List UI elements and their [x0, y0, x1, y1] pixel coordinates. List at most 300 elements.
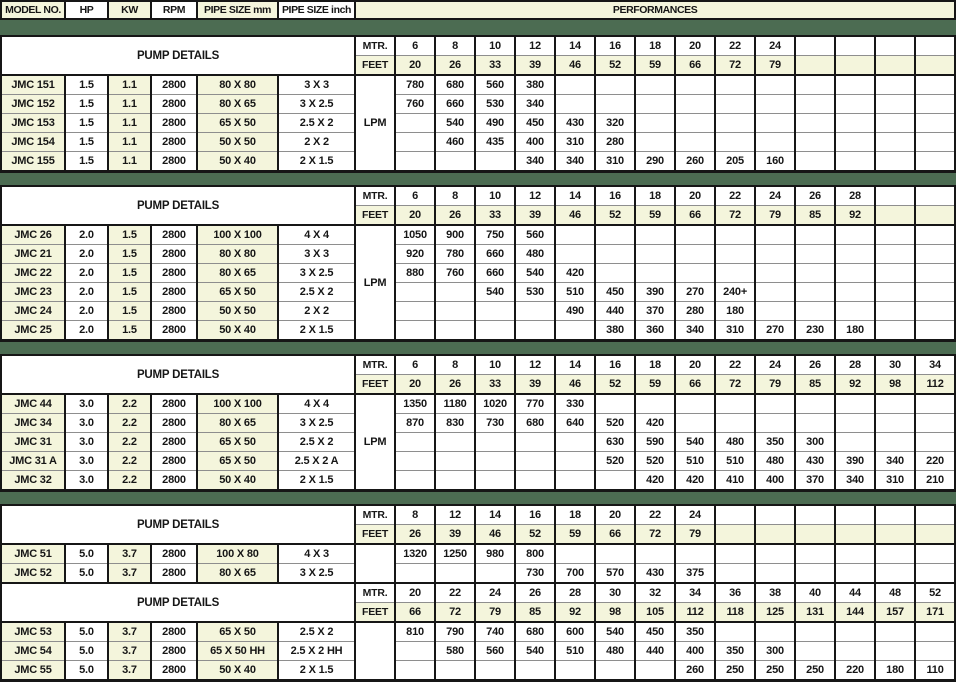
lpm-value-cell: 540: [435, 114, 475, 133]
lpm-value-cell: 750: [475, 225, 515, 245]
head-mtr-cell: 14: [555, 186, 595, 206]
pipe-inch-cell: 3 X 3: [278, 75, 355, 95]
head-feet-cell: 79: [755, 375, 795, 395]
head-feet-cell: 92: [835, 206, 875, 226]
lpm-value-cell: [715, 414, 755, 433]
lpm-value-cell: [675, 245, 715, 264]
pipe-mm-cell: 100 X 100: [197, 394, 278, 414]
head-mtr-cell: 8: [435, 186, 475, 206]
lpm-value-cell: 300: [755, 642, 795, 661]
head-feet-cell: 26: [435, 206, 475, 226]
lpm-value-cell: 400: [515, 133, 555, 152]
lpm-value-cell: 740: [475, 622, 515, 642]
rpm-cell: 2800: [151, 283, 197, 302]
head-feet-cell: 66: [675, 375, 715, 395]
head-mtr-cell: 22: [435, 583, 475, 603]
head-mtr-cell: 20: [595, 505, 635, 525]
head-feet-cell: [915, 56, 955, 76]
lpm-value-cell: [395, 433, 435, 452]
lpm-value-cell: [715, 264, 755, 283]
lpm-value-cell: [915, 622, 955, 642]
pipe-inch-cell: 2 X 1.5: [278, 661, 355, 681]
lpm-value-cell: 290: [635, 152, 675, 172]
head-mtr-cell: 16: [595, 36, 635, 56]
lpm-value-cell: [395, 133, 435, 152]
lpm-value-cell: [475, 152, 515, 172]
model-cell: JMC 154: [1, 133, 65, 152]
feet-label: FEET: [355, 375, 395, 395]
model-cell: JMC 23: [1, 283, 65, 302]
pipe-mm-cell: 65 X 50 HH: [197, 642, 278, 661]
lpm-value-cell: 510: [675, 452, 715, 471]
head-feet-cell: [835, 56, 875, 76]
kw-cell: 1.5: [108, 283, 151, 302]
model-cell: JMC 153: [1, 114, 65, 133]
lpm-value-cell: [835, 544, 875, 564]
head-mtr-cell: 16: [595, 355, 635, 375]
lpm-value-cell: 460: [435, 133, 475, 152]
head-mtr-cell: 14: [555, 36, 595, 56]
kw-cell: 3.7: [108, 642, 151, 661]
col-header-rpm: RPM: [151, 1, 197, 19]
lpm-value-cell: 790: [435, 622, 475, 642]
lpm-value-cell: [755, 414, 795, 433]
col-header-model-no: MODEL NO.: [1, 1, 65, 19]
lpm-value-cell: [435, 302, 475, 321]
head-feet-cell: [875, 525, 915, 545]
lpm-value-cell: [635, 95, 675, 114]
lpm-value-cell: [875, 114, 915, 133]
lpm-value-cell: [875, 225, 915, 245]
lpm-value-cell: 480: [715, 433, 755, 452]
head-mtr-cell: 16: [515, 505, 555, 525]
pipe-inch-cell: 2.5 X 2: [278, 622, 355, 642]
head-feet-cell: 79: [755, 206, 795, 226]
pipe-inch-cell: 4 X 4: [278, 394, 355, 414]
head-feet-cell: 157: [875, 603, 915, 623]
lpm-value-cell: 260: [675, 152, 715, 172]
lpm-value-cell: [875, 264, 915, 283]
head-mtr-cell: [915, 36, 955, 56]
lpm-value-cell: [635, 114, 675, 133]
pipe-mm-cell: 50 X 50: [197, 302, 278, 321]
rpm-cell: 2800: [151, 661, 197, 681]
lpm-value-cell: [635, 544, 675, 564]
head-feet-cell: 33: [475, 206, 515, 226]
lpm-value-cell: [595, 264, 635, 283]
lpm-value-cell: 420: [675, 471, 715, 491]
head-feet-cell: 98: [875, 375, 915, 395]
lpm-value-cell: [595, 471, 635, 491]
lpm-value-cell: 570: [595, 564, 635, 584]
lpm-value-cell: [835, 264, 875, 283]
pipe-mm-cell: 65 X 50: [197, 114, 278, 133]
pipe-mm-cell: 100 X 100: [197, 225, 278, 245]
lpm-value-cell: [915, 544, 955, 564]
lpm-value-cell: 250: [715, 661, 755, 681]
lpm-value-cell: 530: [515, 283, 555, 302]
lpm-value-cell: 390: [835, 452, 875, 471]
model-cell: JMC 55: [1, 661, 65, 681]
lpm-value-cell: [755, 302, 795, 321]
head-mtr-cell: 12: [515, 36, 555, 56]
head-mtr-cell: 28: [555, 583, 595, 603]
hp-cell: 2.0: [65, 283, 108, 302]
lpm-value-cell: 430: [555, 114, 595, 133]
head-feet-cell: 39: [515, 206, 555, 226]
lpm-value-cell: [755, 283, 795, 302]
lpm-value-cell: [795, 245, 835, 264]
head-mtr-cell: 24: [475, 583, 515, 603]
model-cell: JMC 32: [1, 471, 65, 491]
lpm-value-cell: 270: [675, 283, 715, 302]
head-mtr-cell: [875, 186, 915, 206]
lpm-value-cell: [395, 661, 435, 681]
head-feet-cell: 92: [835, 375, 875, 395]
pipe-mm-cell: 65 X 50: [197, 433, 278, 452]
lpm-value-cell: [755, 544, 795, 564]
lpm-value-cell: [835, 114, 875, 133]
head-feet-cell: 92: [555, 603, 595, 623]
kw-cell: 1.1: [108, 75, 151, 95]
head-feet-cell: 52: [595, 375, 635, 395]
lpm-value-cell: [555, 433, 595, 452]
lpm-value-cell: [875, 394, 915, 414]
lpm-value-cell: [755, 245, 795, 264]
lpm-value-cell: [555, 471, 595, 491]
lpm-value-cell: 280: [595, 133, 635, 152]
lpm-value-cell: [835, 564, 875, 584]
head-feet-cell: [915, 206, 955, 226]
hp-cell: 2.0: [65, 321, 108, 341]
lpm-value-cell: [915, 564, 955, 584]
lpm-value-cell: [755, 114, 795, 133]
head-feet-cell: 85: [795, 375, 835, 395]
lpm-value-cell: [755, 394, 795, 414]
head-feet-cell: 26: [435, 375, 475, 395]
lpm-value-cell: 430: [795, 452, 835, 471]
pump-details-header: PUMP DETAILS: [1, 186, 355, 225]
lpm-value-cell: [475, 321, 515, 341]
lpm-value-cell: [795, 264, 835, 283]
hp-cell: 1.5: [65, 133, 108, 152]
lpm-value-cell: [835, 302, 875, 321]
lpm-value-cell: [435, 471, 475, 491]
flow-unit-cell: LPM: [355, 225, 395, 341]
lpm-value-cell: [875, 564, 915, 584]
head-mtr-cell: 28: [835, 355, 875, 375]
lpm-value-cell: [915, 95, 955, 114]
lpm-value-cell: 760: [435, 264, 475, 283]
head-feet-cell: 125: [755, 603, 795, 623]
head-feet-cell: 20: [395, 206, 435, 226]
head-feet-cell: 46: [555, 375, 595, 395]
hp-cell: 3.0: [65, 394, 108, 414]
lpm-value-cell: [715, 133, 755, 152]
lpm-value-cell: [915, 302, 955, 321]
lpm-value-cell: 330: [555, 394, 595, 414]
lpm-value-cell: [595, 95, 635, 114]
lpm-value-cell: 540: [475, 283, 515, 302]
hp-cell: 5.0: [65, 642, 108, 661]
head-mtr-cell: 38: [755, 583, 795, 603]
lpm-value-cell: 440: [635, 642, 675, 661]
lpm-value-cell: 320: [595, 114, 635, 133]
lpm-value-cell: [555, 95, 595, 114]
hp-cell: 5.0: [65, 544, 108, 564]
lpm-value-cell: [795, 622, 835, 642]
lpm-value-cell: 340: [875, 452, 915, 471]
head-feet-cell: 52: [515, 525, 555, 545]
kw-cell: 3.7: [108, 564, 151, 584]
rpm-cell: 2800: [151, 394, 197, 414]
performance-sections: [0, 35, 956, 682]
rpm-cell: 2800: [151, 564, 197, 584]
kw-cell: 1.1: [108, 133, 151, 152]
head-feet-cell: 72: [635, 525, 675, 545]
lpm-value-cell: 360: [635, 321, 675, 341]
hp-cell: 5.0: [65, 622, 108, 642]
pipe-inch-cell: 3 X 3: [278, 245, 355, 264]
model-cell: JMC 26: [1, 225, 65, 245]
lpm-value-cell: 310: [595, 152, 635, 172]
head-mtr-cell: 34: [915, 355, 955, 375]
head-feet-cell: 66: [395, 603, 435, 623]
lpm-value-cell: 870: [395, 414, 435, 433]
head-mtr-cell: 34: [675, 583, 715, 603]
head-mtr-cell: [795, 505, 835, 525]
model-cell: JMC 54: [1, 642, 65, 661]
pipe-inch-cell: 2.5 X 2: [278, 283, 355, 302]
lpm-value-cell: 280: [675, 302, 715, 321]
rpm-cell: 2800: [151, 95, 197, 114]
lpm-value-cell: [915, 321, 955, 341]
model-cell: JMC 52: [1, 564, 65, 584]
lpm-value-cell: [675, 114, 715, 133]
lpm-value-cell: [395, 642, 435, 661]
lpm-value-cell: [555, 661, 595, 681]
model-cell: JMC 44: [1, 394, 65, 414]
lpm-value-cell: [755, 264, 795, 283]
lpm-value-cell: [555, 544, 595, 564]
lpm-value-cell: [875, 95, 915, 114]
rpm-cell: 2800: [151, 114, 197, 133]
rpm-cell: 2800: [151, 245, 197, 264]
head-feet-cell: 105: [635, 603, 675, 623]
head-mtr-cell: 10: [475, 355, 515, 375]
lpm-value-cell: 440: [595, 302, 635, 321]
head-mtr-cell: 18: [555, 505, 595, 525]
lpm-value-cell: 660: [435, 95, 475, 114]
rpm-cell: 2800: [151, 622, 197, 642]
lpm-value-cell: [435, 661, 475, 681]
lpm-value-cell: 340: [515, 95, 555, 114]
lpm-value-cell: [835, 225, 875, 245]
lpm-value-cell: 540: [515, 642, 555, 661]
lpm-value-cell: [755, 75, 795, 95]
pipe-mm-cell: 80 X 80: [197, 75, 278, 95]
head-mtr-cell: [915, 186, 955, 206]
pipe-inch-cell: 2.5 X 2 HH: [278, 642, 355, 661]
head-feet-cell: [915, 525, 955, 545]
head-mtr-cell: 14: [555, 355, 595, 375]
lpm-value-cell: [675, 414, 715, 433]
lpm-value-cell: [475, 433, 515, 452]
lpm-value-cell: [395, 302, 435, 321]
lpm-value-cell: 520: [595, 414, 635, 433]
rpm-cell: 2800: [151, 433, 197, 452]
head-feet-cell: 46: [555, 206, 595, 226]
lpm-value-cell: [715, 114, 755, 133]
lpm-value-cell: [635, 245, 675, 264]
lpm-value-cell: 590: [635, 433, 675, 452]
head-feet-cell: 33: [475, 375, 515, 395]
head-feet-cell: 79: [755, 56, 795, 76]
head-feet-cell: 20: [395, 56, 435, 76]
performance-table-4: [0, 504, 956, 682]
lpm-value-cell: [595, 225, 635, 245]
head-mtr-cell: 10: [475, 186, 515, 206]
rpm-cell: 2800: [151, 225, 197, 245]
lpm-value-cell: [435, 452, 475, 471]
pipe-mm-cell: 50 X 40: [197, 321, 278, 341]
head-feet-cell: 33: [475, 56, 515, 76]
lpm-value-cell: 350: [715, 642, 755, 661]
pipe-inch-cell: 3 X 2.5: [278, 95, 355, 114]
hp-cell: 2.0: [65, 225, 108, 245]
kw-cell: 1.5: [108, 264, 151, 283]
head-feet-cell: 52: [595, 56, 635, 76]
lpm-value-cell: [795, 133, 835, 152]
lpm-value-cell: [715, 564, 755, 584]
lpm-value-cell: 680: [515, 414, 555, 433]
lpm-value-cell: [635, 133, 675, 152]
lpm-value-cell: [915, 245, 955, 264]
head-mtr-cell: [795, 36, 835, 56]
lpm-value-cell: [915, 433, 955, 452]
lpm-value-cell: 310: [715, 321, 755, 341]
pipe-inch-cell: 3 X 2.5: [278, 264, 355, 283]
lpm-value-cell: 920: [395, 245, 435, 264]
lpm-value-cell: 380: [595, 321, 635, 341]
lpm-value-cell: 540: [675, 433, 715, 452]
head-feet-cell: 72: [435, 603, 475, 623]
hp-cell: 1.5: [65, 114, 108, 133]
head-mtr-cell: 14: [475, 505, 515, 525]
lpm-value-cell: 780: [395, 75, 435, 95]
feet-label: FEET: [355, 525, 395, 545]
lpm-value-cell: [675, 394, 715, 414]
hp-cell: 1.5: [65, 152, 108, 172]
lpm-value-cell: [555, 75, 595, 95]
lpm-value-cell: 340: [835, 471, 875, 491]
pipe-inch-cell: 2 X 1.5: [278, 152, 355, 172]
lpm-value-cell: [875, 622, 915, 642]
lpm-value-cell: 310: [555, 133, 595, 152]
head-feet-cell: 39: [515, 56, 555, 76]
lpm-value-cell: [675, 133, 715, 152]
kw-cell: 3.7: [108, 544, 151, 564]
lpm-value-cell: [835, 394, 875, 414]
lpm-value-cell: 700: [555, 564, 595, 584]
lpm-value-cell: [915, 642, 955, 661]
rpm-cell: 2800: [151, 321, 197, 341]
lpm-value-cell: 205: [715, 152, 755, 172]
lpm-value-cell: 480: [755, 452, 795, 471]
lpm-value-cell: 435: [475, 133, 515, 152]
head-mtr-cell: 44: [835, 583, 875, 603]
hp-cell: 3.0: [65, 452, 108, 471]
hp-cell: 1.5: [65, 75, 108, 95]
lpm-value-cell: [595, 245, 635, 264]
flow-unit-cell: [355, 544, 395, 583]
lpm-value-cell: 270: [755, 321, 795, 341]
lpm-value-cell: [555, 321, 595, 341]
pipe-inch-cell: 2.5 X 2 A: [278, 452, 355, 471]
rpm-cell: 2800: [151, 264, 197, 283]
head-feet-cell: [795, 525, 835, 545]
lpm-value-cell: 980: [475, 544, 515, 564]
lpm-value-cell: 310: [875, 471, 915, 491]
lpm-value-cell: 480: [515, 245, 555, 264]
lpm-value-cell: [675, 264, 715, 283]
lpm-value-cell: [715, 622, 755, 642]
lpm-value-cell: [475, 302, 515, 321]
lpm-value-cell: [915, 225, 955, 245]
head-feet-cell: 72: [715, 375, 755, 395]
lpm-value-cell: [795, 302, 835, 321]
lpm-value-cell: 1020: [475, 394, 515, 414]
lpm-value-cell: [835, 622, 875, 642]
lpm-value-cell: [595, 544, 635, 564]
lpm-value-cell: [915, 394, 955, 414]
rpm-cell: 2800: [151, 544, 197, 564]
pipe-inch-cell: 2.5 X 2: [278, 433, 355, 452]
head-mtr-cell: 22: [635, 505, 675, 525]
pipe-mm-cell: 50 X 40: [197, 661, 278, 681]
model-cell: JMC 51: [1, 544, 65, 564]
lpm-value-cell: [515, 321, 555, 341]
lpm-value-cell: 900: [435, 225, 475, 245]
lpm-value-cell: 630: [595, 433, 635, 452]
mtr-label: MTR.: [355, 583, 395, 603]
rpm-cell: 2800: [151, 75, 197, 95]
lpm-value-cell: [635, 661, 675, 681]
lpm-value-cell: [475, 452, 515, 471]
kw-cell: 1.5: [108, 321, 151, 341]
flow-unit-cell: [355, 622, 395, 681]
head-mtr-cell: [875, 36, 915, 56]
head-mtr-cell: [715, 505, 755, 525]
rpm-cell: 2800: [151, 133, 197, 152]
head-feet-cell: 59: [555, 525, 595, 545]
lpm-value-cell: [875, 414, 915, 433]
lpm-value-cell: 640: [555, 414, 595, 433]
model-cell: JMC 22: [1, 264, 65, 283]
lpm-value-cell: 660: [475, 264, 515, 283]
head-mtr-cell: 26: [795, 355, 835, 375]
head-mtr-cell: 20: [395, 583, 435, 603]
lpm-value-cell: [835, 245, 875, 264]
lpm-value-cell: 300: [795, 433, 835, 452]
lpm-value-cell: 370: [635, 302, 675, 321]
lpm-value-cell: 680: [435, 75, 475, 95]
head-feet-cell: 20: [395, 375, 435, 395]
lpm-value-cell: [675, 225, 715, 245]
head-feet-cell: 131: [795, 603, 835, 623]
mtr-label: MTR.: [355, 355, 395, 375]
pipe-mm-cell: 65 X 50: [197, 283, 278, 302]
